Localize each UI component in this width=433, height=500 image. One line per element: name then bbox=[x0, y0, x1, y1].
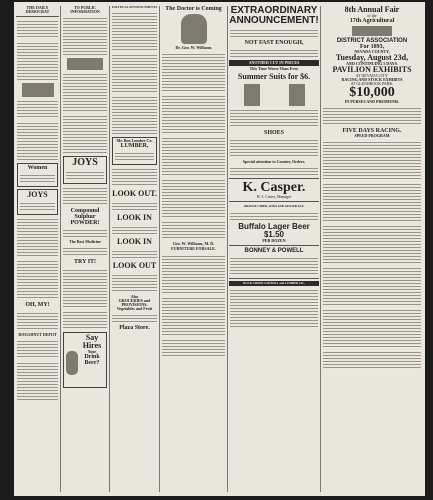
col2-heading: TO PUBLIC INFORMATION bbox=[70, 6, 100, 14]
shoes-heading: SHOES bbox=[263, 130, 284, 136]
also-text: Also bbox=[130, 294, 139, 299]
column-rule bbox=[227, 6, 228, 492]
worse-than-ever: This Time Worse Than Ever. bbox=[249, 66, 299, 71]
text-block bbox=[17, 41, 58, 81]
text-block bbox=[230, 288, 318, 328]
text-block bbox=[162, 94, 225, 134]
your-text: Your bbox=[87, 349, 97, 354]
text-block bbox=[230, 28, 318, 38]
column-5 bbox=[229, 6, 319, 492]
bonney-powell: BONNEY & POWELL bbox=[244, 248, 304, 254]
text-block bbox=[162, 296, 225, 336]
text-block bbox=[162, 254, 225, 294]
text-block bbox=[112, 273, 157, 293]
fair-agricultural: 17th Agricultural bbox=[349, 18, 395, 24]
text-block bbox=[112, 167, 157, 187]
another-cut: ANOTHER CUT IN PRICES bbox=[229, 60, 319, 66]
announcement-heading: ANNOUNCEMENT! bbox=[229, 15, 319, 26]
look-in-2: LOOK IN bbox=[117, 237, 152, 246]
women-ad: Women bbox=[27, 165, 48, 171]
text-block bbox=[17, 259, 58, 299]
text-block bbox=[63, 72, 107, 112]
casper-heading: K. Casper. bbox=[242, 180, 306, 195]
text-block bbox=[112, 249, 157, 259]
rock-creek-sawmill: ROCK CREEK SAWMILL and LUMBER CO., bbox=[229, 281, 319, 286]
groceries-heading: GROCERIES and PROVISIONS. bbox=[118, 298, 151, 307]
text-block bbox=[162, 136, 225, 176]
text-block bbox=[162, 220, 225, 240]
text-block bbox=[63, 246, 107, 256]
text-block bbox=[63, 16, 107, 56]
text-block bbox=[63, 186, 107, 206]
doughnut-ad: DOUGHNUT DEPOT bbox=[18, 332, 57, 337]
text-block bbox=[63, 268, 107, 308]
glenbrook-park: AT GLENBROOK PARK. bbox=[350, 81, 394, 86]
text-block bbox=[230, 48, 318, 58]
five-days-racing: FIVE DAYS RACING. bbox=[342, 128, 402, 134]
continuing-days: AND CONTINUING 5 DAYS. bbox=[346, 61, 398, 66]
beer-text: Beer? bbox=[84, 360, 100, 366]
summer-suits: Summer Suits for $6. bbox=[237, 72, 311, 81]
column-1 bbox=[16, 6, 59, 492]
try-it-heading: TRY IT! bbox=[73, 259, 97, 265]
engraving bbox=[67, 58, 103, 70]
compound-heading: Compound bbox=[70, 208, 100, 214]
best-medicine: The Best Medicine bbox=[69, 239, 101, 244]
text-block bbox=[230, 211, 318, 221]
text-block bbox=[112, 313, 157, 323]
col3-heading: POLITICAL ANNOUNCEMENTS bbox=[111, 6, 158, 9]
look-out-2: LOOK OUT bbox=[112, 261, 157, 270]
joys-heading-2: JOYS bbox=[72, 157, 98, 168]
lumber-co: Mr. Bon Lumber Co. bbox=[116, 138, 153, 143]
casper-manager: H. J. Carter, Manager bbox=[256, 194, 292, 199]
nevada-county: NEVADA COUNTY, bbox=[354, 49, 390, 54]
country-orders: Special attention to Country Orders. bbox=[242, 159, 306, 164]
text-block bbox=[323, 140, 421, 180]
column-rule bbox=[60, 6, 61, 492]
column-6 bbox=[322, 6, 422, 492]
column-4 bbox=[161, 6, 226, 492]
furniture-heading: FURNITURE FORSALE. bbox=[171, 246, 216, 251]
orange-cider: ORANGE CIDER, SODA AND GINGER ALE. bbox=[243, 204, 305, 208]
text-block bbox=[323, 106, 421, 126]
engraving bbox=[22, 83, 54, 97]
text-block bbox=[63, 114, 107, 154]
doctor-portrait bbox=[181, 14, 207, 44]
plaza-store: Plaza Store. bbox=[119, 325, 150, 331]
text-block bbox=[112, 225, 157, 235]
doctor-signature: Geo. W. Williams, M. D. bbox=[172, 241, 215, 246]
hires-ad bbox=[63, 332, 107, 388]
doctor-name: Dr. Geo. W. Williams bbox=[175, 45, 212, 50]
look-in-1: LOOK IN bbox=[117, 213, 152, 222]
say-text: Say bbox=[85, 333, 99, 342]
text-block bbox=[323, 266, 421, 306]
gutter-left bbox=[0, 0, 14, 500]
powder-heading: POWDER! bbox=[70, 220, 100, 226]
text-block bbox=[17, 121, 58, 161]
not-fast-enough: NOT FAST ENOUGH, bbox=[244, 40, 304, 46]
text-block bbox=[230, 108, 318, 128]
column-3 bbox=[111, 6, 158, 492]
look-out-1: LOOK OUT. bbox=[112, 189, 157, 198]
fair-heading: 8th Annual Fair bbox=[344, 6, 400, 14]
column-rule bbox=[109, 6, 110, 492]
at-nevada-city: AT NEVADA CITY. bbox=[355, 73, 389, 78]
purses-premiums: IN PURSES AND PREMIUMS. bbox=[344, 99, 400, 104]
sulphur-heading: Sulphur bbox=[74, 214, 96, 220]
text-block bbox=[112, 53, 157, 93]
fair-year: For 1893, bbox=[359, 44, 385, 50]
column-rule bbox=[159, 6, 160, 492]
column-2 bbox=[62, 6, 108, 492]
lumber-heading: LUMBER, bbox=[120, 143, 149, 149]
text-block bbox=[162, 338, 225, 358]
newspaper-page bbox=[14, 2, 425, 496]
text-block bbox=[323, 350, 421, 370]
joys-heading-1: JOYS bbox=[27, 190, 48, 199]
speed-program: SPEED PROGRAM bbox=[354, 133, 390, 138]
hires-text: Hires bbox=[82, 341, 102, 350]
column-rule bbox=[320, 6, 321, 492]
horse-engraving bbox=[352, 26, 392, 36]
doctor-heading: The Doctor is Coming bbox=[165, 6, 222, 12]
vegetables-heading: Vegetables and Fruit bbox=[116, 306, 153, 311]
text-block bbox=[323, 182, 421, 222]
masthead: THE DAILY DEMOCRAT bbox=[25, 6, 50, 14]
hand-illustration bbox=[244, 84, 260, 106]
text-block bbox=[17, 217, 58, 257]
text-block bbox=[162, 178, 225, 218]
text-block bbox=[230, 166, 318, 176]
district-association: DISTRICT ASSOCIATION bbox=[336, 38, 408, 44]
text-block bbox=[63, 310, 107, 330]
text-block bbox=[162, 52, 225, 92]
per-dozen: PER DOZEN bbox=[262, 238, 286, 243]
text-block bbox=[230, 256, 318, 276]
portrait bbox=[66, 351, 78, 375]
fair-of: of the bbox=[367, 13, 377, 18]
text-block bbox=[230, 138, 318, 158]
text-block bbox=[17, 19, 58, 39]
text-block bbox=[63, 228, 107, 238]
hand-illustration bbox=[289, 84, 305, 106]
text-block bbox=[17, 311, 58, 331]
text-block bbox=[112, 11, 157, 51]
text-block bbox=[323, 308, 421, 348]
pavilion-exhibits: PAVILION EXHIBITS bbox=[332, 65, 412, 74]
text-block bbox=[17, 339, 58, 359]
prize-amount: $10,000 bbox=[349, 85, 395, 100]
extraordinary-heading: EXTRAORDINARY bbox=[230, 6, 318, 16]
oh-my-heading: OH, MY! bbox=[25, 302, 50, 308]
text-block bbox=[112, 95, 157, 135]
buffalo-lager: Buffalo Lager Beer $1.50 bbox=[238, 222, 310, 239]
text-block bbox=[17, 99, 58, 119]
drink-text: Drink bbox=[84, 354, 100, 360]
text-block bbox=[112, 201, 157, 211]
tuesday-date: Tuesday, August 23d, bbox=[335, 53, 409, 62]
text-block bbox=[323, 224, 421, 264]
racing-stock: RACING AND STOCK EXHIBITS bbox=[341, 77, 403, 82]
text-block bbox=[17, 361, 58, 401]
